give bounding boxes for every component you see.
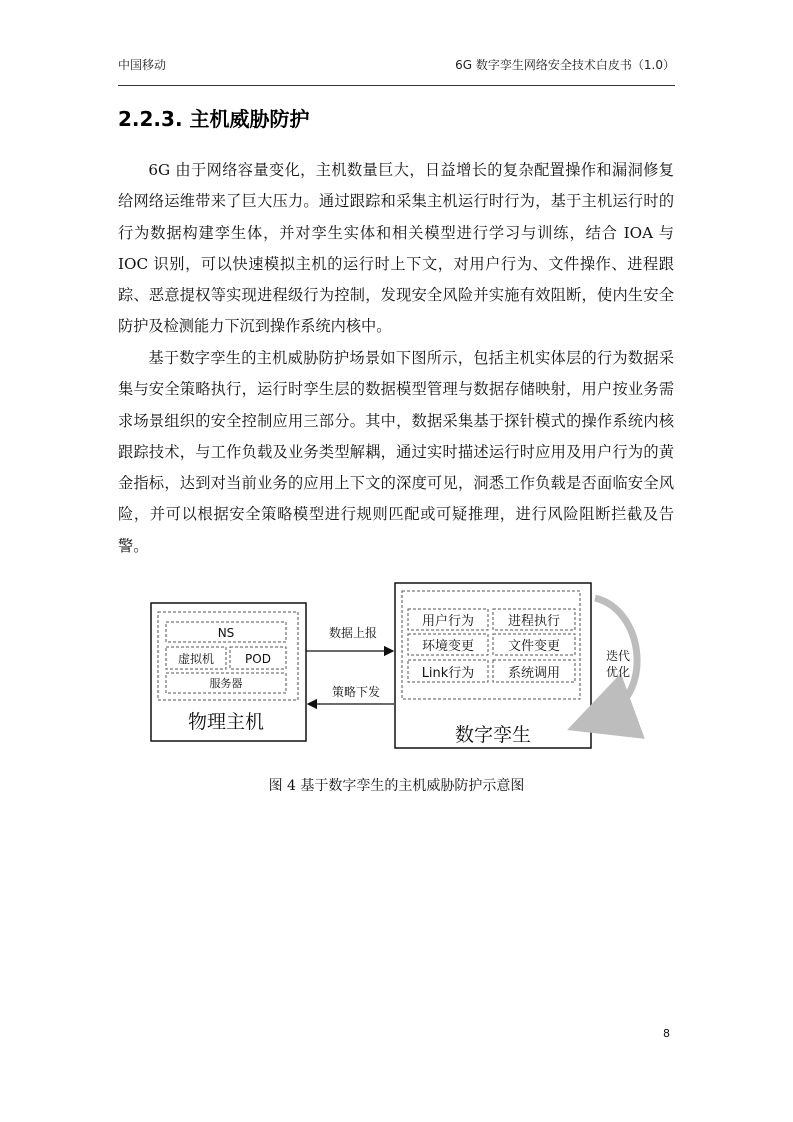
ns-label: NS <box>217 626 235 640</box>
digital-twin-box <box>395 583 591 748</box>
loop-label-iterate: 迭代 <box>605 649 631 663</box>
section-title: 2.2.3. 主机威胁防护 <box>118 107 310 131</box>
twin-cell-env-change <box>408 634 488 655</box>
loop-label-optimize: 优化 <box>605 665 631 679</box>
data-report-arrow <box>306 625 393 651</box>
paragraph-1: 6G 由于网络容量变化，主机数量巨大，日益增长的复杂配置操作和漏洞修复给网络运维带来了巨大压力。通过跟踪和采集主机运行时行为，基于主机运行时的行为数据构建孪生体，并对孪生实体和相关模型进行学习与训练，结合 IOA 与 IOC 识别，可以快速模拟主机的运行时上下文，对用户行为、文件操作、进程跟踪、恶意提权等实现进程级行为控制，发现安全风险并实施有效阻断，使内生安全防护及检测能力下沉到操作系统内核中。 <box>118 161 674 336</box>
iteration-loop-icon <box>595 598 637 718</box>
data-report-label: 数据上报 <box>328 626 378 640</box>
server-box <box>166 673 286 693</box>
twin-cell-file-change <box>493 634 575 655</box>
ns-box <box>166 622 286 642</box>
svg-text:环境变更: 环境变更 <box>421 639 475 654</box>
physical-host-title: 物理主机 <box>187 711 265 733</box>
twin-cell-syscall <box>493 660 575 682</box>
svg-text:Link行为: Link行为 <box>421 666 475 681</box>
pod-label: POD <box>245 652 271 666</box>
twin-cell-process-exec <box>493 609 575 630</box>
server-label: 服务器 <box>209 677 243 690</box>
twin-cell-link-behavior <box>408 660 488 682</box>
digital-twin-title: 数字孪生 <box>454 724 532 746</box>
svg-text:进程执行: 进程执行 <box>507 614 561 629</box>
vm-label: 虚拟机 <box>177 652 215 666</box>
twin-cell-user-behavior <box>408 609 488 630</box>
header-divider <box>118 85 675 86</box>
svg-text:系统调用: 系统调用 <box>507 666 561 681</box>
header-doc-title: 6G 数字孪生网络安全技术白皮书（1.0） <box>455 58 675 72</box>
paragraph-2: 基于数字孪生的主机威胁防护场景如下图所示，包括主机实体层的行为数据采集与安全策略执行，运行时孪生层的数据模型管理与数据存储映射，用户按业务需求场景组织的安全控制应用三部分。其中，数据采集基于探针模式的操作系统内核跟踪技术，与工作负载及业务类型解耦，通过实时描述运行时应用及用户行为的黄金指标，达到对当前业务的应用上下文的深度可见，洞悉工作负载是否面临安全风险，并可以根据安全策略模型进行规则匹配或可疑推理，进行风险阻断拦截及告警。 <box>118 349 674 555</box>
vm-box <box>166 647 226 669</box>
figure-caption: 图 4 基于数字孪生的主机威胁防护示意图 <box>268 778 525 794</box>
page-number: 8 <box>663 1027 670 1040</box>
threat-protection-diagram <box>140 578 660 758</box>
svg-text:文件变更: 文件变更 <box>507 639 561 654</box>
policy-deliver-arrow <box>308 684 394 704</box>
pod-box <box>230 647 286 669</box>
policy-deliver-label: 策略下发 <box>331 685 381 699</box>
physical-host-box <box>151 603 306 741</box>
header-org: 中国移动 <box>118 58 167 72</box>
svg-text:用户行为: 用户行为 <box>421 614 475 629</box>
